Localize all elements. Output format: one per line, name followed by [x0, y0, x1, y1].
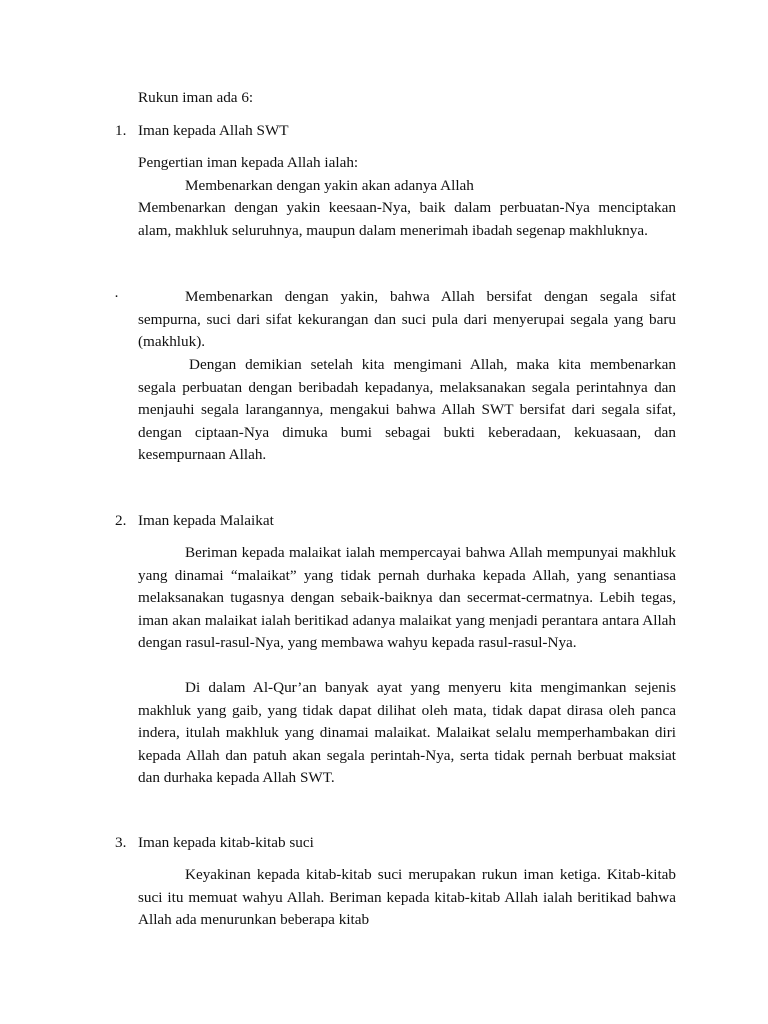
section-1-number: 1. [115, 122, 127, 139]
section-2-title: Iman kepada Malaikat [138, 512, 274, 529]
section-2-paragraph-2: Di dalam Al-Qur’an banyak ayat yang menyeru kita mengimankan sejenis makhluk yang gaib, yang tidak dapat dilihat oleh mata, tidak dapat dirasa oleh panca indera, itulah makhluk yang dinamai malaikat. Malaikat selalu memperhambakan diri kepada Allah dan patuh akan segala perintah-Nya, serta tidak pernah berbuat maksiat dan durhaka kepada Allah SWT. [138, 679, 676, 787]
section-1-bullet: · [114, 288, 120, 305]
section-3-number: 3. [115, 834, 127, 851]
section-3-paragraph-1: Keyakinan kepada kitab-kitab suci merupakan rukun iman ketiga. Kitab-kitab suci itu memuat wahyu Allah. Beriman kepada kitab-kitab Allah ialah beritikad bahwa Allah ada menurunkan beberapa kitab [138, 866, 676, 929]
intro-heading: Rukun iman ada 6: [138, 89, 254, 106]
section-2-paragraph-1: Beriman kepada malaikat ialah mempercayai bahwa Allah mempunyai makhluk yang dinamai “malaikat” yang tidak pernah durhaka kepada Allah, yang senantiasa melaksanakan tugasnya dengan sebaik-baiknya dan secermat-cermatnya. Lebih tegas, iman akan malaikat ialah beritikad adanya malaikat yang menjadi perantara antara Allah dengan rasul-rasul-Nya, yang membawa wahyu kepada rasul-rasul-Nya. [138, 544, 676, 652]
section-2-number: 2. [115, 512, 127, 529]
section-1-title: Iman kepada Allah SWT [138, 122, 289, 139]
section-1-line-1: Membenarkan dengan yakin akan adanya Allah [185, 177, 474, 194]
section-1-paragraph-3: Dengan demikian setelah kita mengimani Allah, maka kita membenarkan segala perbuatan dengan beribadah kepadanya, melaksanakan segala perintahnya dan menjauhi segala larangannya, mengakui bahwa Allah SWT bersifat dari segala sifat, dengan ciptaan-Nya dimuka bumi sebagai bukti keberadaan, kekuasaan, dan kesempurnaan Allah. [138, 356, 676, 464]
section-1-paragraph-2: Membenarkan dengan yakin, bahwa Allah bersifat dengan segala sifat sempurna, suci dari sifat kekurangan dan suci pula dari menyerupai segala yang baru (makhluk). [138, 288, 676, 351]
section-3-title: Iman kepada kitab-kitab suci [138, 834, 314, 851]
section-1-definition-label: Pengertian iman kepada Allah ialah: [138, 154, 359, 171]
section-1-paragraph-1: Membenarkan dengan yakin keesaan-Nya, baik dalam perbuatan-Nya menciptakan alam, makhluk seluruhnya, maupun dalam menerimah ibadah segenap makhluknya. [138, 199, 676, 239]
